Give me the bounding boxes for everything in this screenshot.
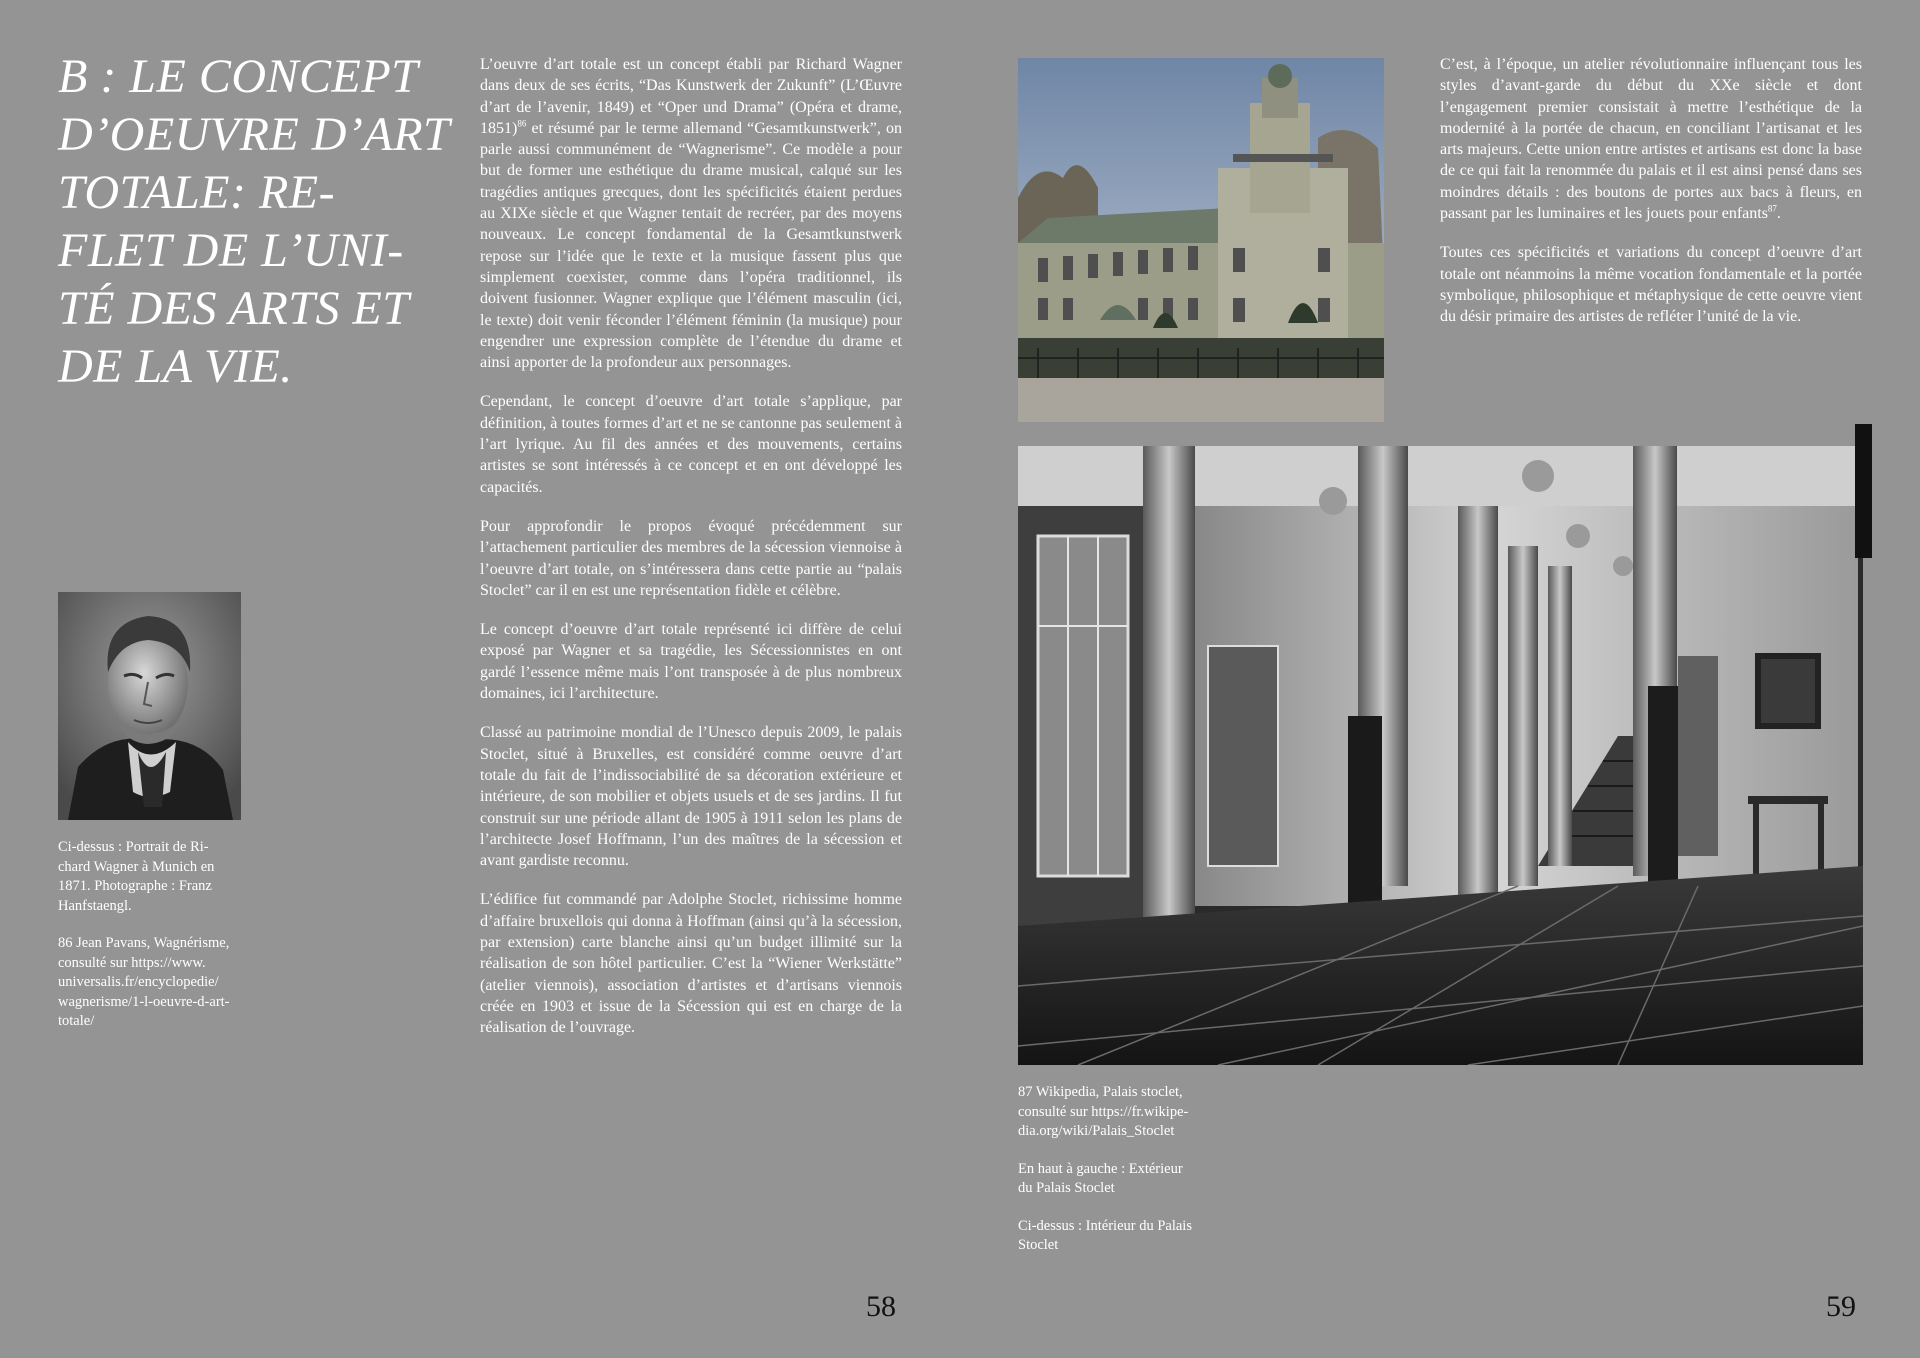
right-text-column (1440, 54, 1862, 346)
page-tab-marker (1855, 424, 1872, 558)
palais-exterior-photo (1018, 58, 1384, 422)
paragraph: Le concept d’oeuvre d’art totale représenté ici diffère de celui exposé par Wagner et sa tragédie, les Sécessionnistes en ont gardé l’essence même mais l’ont transposée à de plus nombreux domaines, ici l’architecture. (480, 621, 902, 703)
footnote-ref: 86 (517, 118, 527, 129)
left-text-column (480, 54, 902, 1056)
caption-text: Ci-dessus : Portrait de Ri- chard Wagner à Munich en 1871. Photographe : Franz Hanfstaengl. (58, 839, 215, 914)
right-captions (1018, 1083, 1258, 1274)
title-line: D’OEUVRE D’ART (58, 108, 451, 161)
portrait-caption (58, 838, 278, 1050)
title-line: TOTALE: RE- (58, 166, 336, 219)
palais-interior-photo (1018, 446, 1863, 1065)
paragraph: Cependant, le concept d’oeuvre d’art totale s’applique, par définition, à toutes formes d’art et ne se cantonne pas seulement à l’art lyrique. Au fil des années et des mouvements, certains artistes se sont intéressés à ce concept et en ont développé les capacités. (480, 393, 902, 496)
footnote-ref: 87 (1767, 203, 1777, 214)
page-number-right: 59 (1826, 1290, 1856, 1323)
footnote-86: 86 Jean Pavans, Wagnérisme, consulté sur https://www. universalis.fr/encyclopedie/ wagnerisme/1-l-oeuvre-d-art- totale/ (58, 935, 230, 1029)
title-line: B : LE CONCEPT (58, 50, 419, 103)
chapter-title (58, 48, 458, 396)
paragraph: L’oeuvre d’art totale est un concept établi par Richard Wagner dans deux de ses écrits, “Das Kunstwerk der Zukunft” (L’Œuvre d’art de l’avenir, 1849) et “Oper und Drama” (Opéra et drame, 1851)$^{86}$ et résumé par le terme allemand “Gesamtkunstwerk”, on parle aussi communément de “Wagnerisme”. Ce modèle a pour but de former une esthétique du drame musical, calqué sur les tragédies antiques grecques, dont les spécificités étaient perdues au XIXe siècle et que Wagner tentait de recréer, par des moyens nouveaux. Le concept fondamental de la Gesamtkunstwerk repose sur l’idée que le texte et la musique fassent plus que simplement coexister, comme dans l’opéra traditionnel, ils doivent fusionner. Wagner explique que l’élément masculin (ici, le texte) doit venir féconder l’élément féminin (la musique) pour engendrer une expression complète de l’étendue du drame et ainsi apporter de la profondeur aux personnages. (480, 56, 902, 372)
paragraph: Classé au patrimoine mondial de l’Unesco depuis 2009, le palais Stoclet, situé à Bruxelles, est considéré comme oeuvre d’art totale du fait de l’indissociabilité de sa décoration extérieure et intérieure, de son mobilier et objets usuels et de ses jardins. Il fut construit sur une période allant de 1905 à 1911 selon les plans de l’architecte Josef Hoffmann, l’un des maîtres de la sécession et avant gardiste reconnu. (480, 724, 902, 870)
paragraph: Pour approfondir le propos évoqué précédemment sur l’attachement particulier des membres de la sécession viennoise à l’oeuvre d’art totale, on s’intéressera dans cette partie au “palais Stoclet” car il en est une représentation fidèle et célèbre. (480, 517, 902, 599)
title-line: DE LA VIE. (58, 340, 293, 393)
footnote-87: 87 Wikipedia, Palais stoclet, consulté sur https://fr.wikipe- dia.org/wiki/Palais_Stoclet (1018, 1084, 1189, 1139)
paragraph: C’est, à l’époque, un atelier révolutionnaire influençant tous les styles d’avant-garde du début du XXe siècle et dont l’engagement premier consistait à mettre l’esthétique de la modernité à la portée de chacun, en conciliant l’artisanat et les arts majeurs. Cette union entre artistes et artisans est donc la base de ce qui fait la renommée du palais et il est ainsi pensé dans ses moindres détails : des boutons de portes aux bacs à fleurs, en passant par les luminaires et les jouets pour enfants$^{87}$. (1440, 56, 1862, 223)
paragraph: L’édifice fut commandé par Adolphe Stoclet, richissime homme d’affaire bruxellois qui donna à Hoffman (ainsi qu’à la sécession, par extension) carte blanche ainsi qu’un budget illimité sur la réalisation de son hôtel particulier. C’est la “Wiener Werkstätte” (atelier viennois), association d’artistes et d’artisans viennois créée en 1903 et issue de la Sécession qui est en charge de la réalisation de l’ouvrage. (480, 891, 902, 1037)
page-number-left: 58 (866, 1290, 896, 1323)
title-line: TÉ DES ARTS ET (58, 282, 410, 335)
title-line: FLET DE L’UNI- (58, 224, 404, 277)
wagner-portrait (58, 592, 241, 820)
caption-interior: Ci-dessus : Intérieur du Palais Stoclet (1018, 1217, 1192, 1253)
paragraph: Toutes ces spécificités et variations du concept d’oeuvre d’art totale ont néanmoins la même vocation fondamentale et la portée symbolique, philosophique et métaphysique de cette oeuvre vient du désir primaire des artistes de refléter l’unité de la vie. (1440, 244, 1862, 326)
caption-exterior: En haut à gauche : Extérieur du Palais Stoclet (1018, 1160, 1183, 1196)
